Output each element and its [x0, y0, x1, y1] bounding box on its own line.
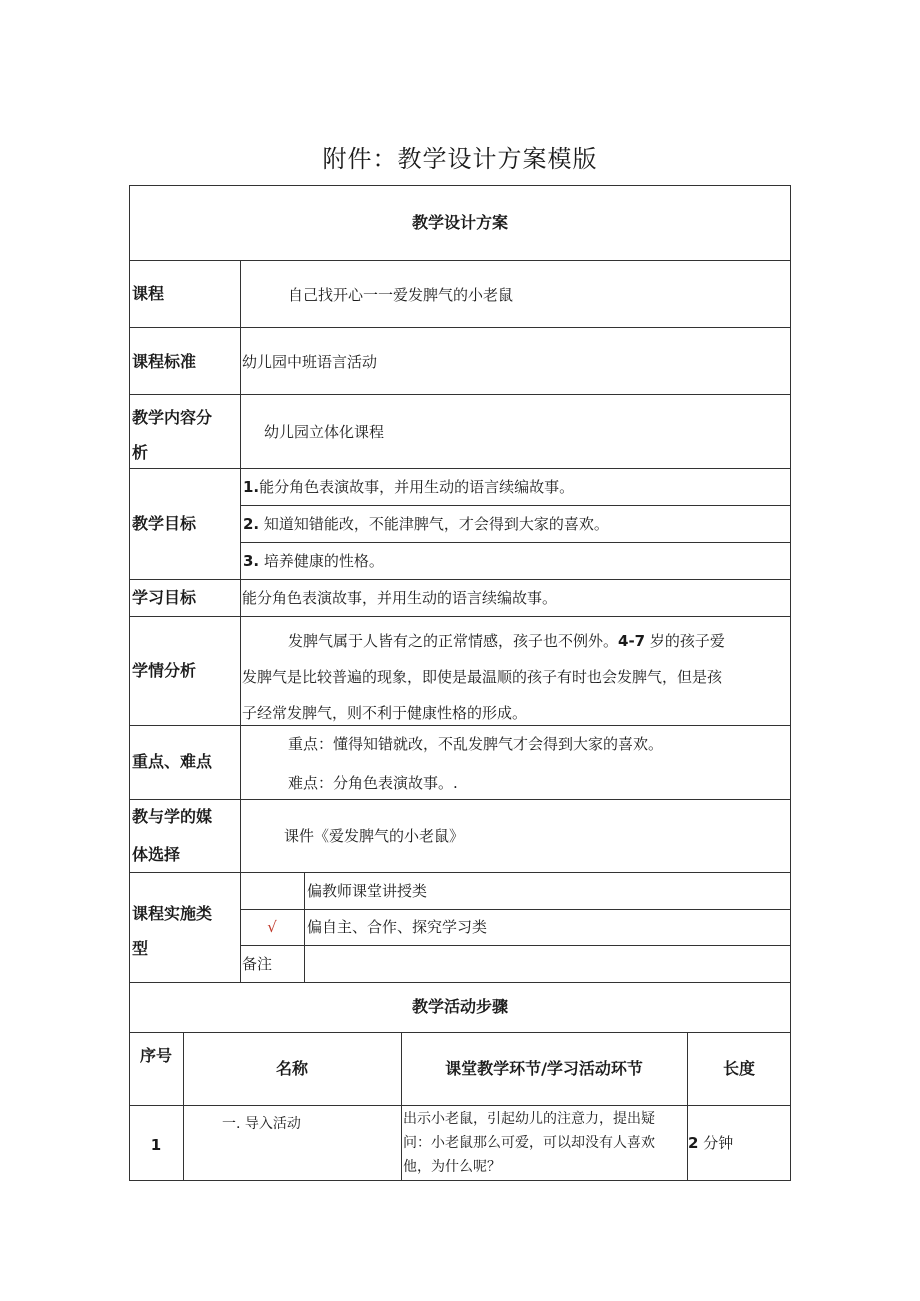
learner-analysis-line2: 发脾气是比较普遍的现象，即使是最温顺的孩子有时也会发脾气，但是孩 — [242, 668, 723, 686]
course-label: 课程 — [132, 284, 165, 303]
content-analysis-label-cont: 析 — [132, 443, 149, 462]
goal-item-1: 1.能分角色表演故事，并用生动的语言续编故事。 — [243, 478, 575, 496]
table-title: 教学设计方案 — [411, 213, 508, 232]
implementation-label-cont: 型 — [132, 939, 149, 958]
col-header-index: 序号 — [139, 1046, 172, 1065]
step-row-desc-line2: 问：小老鼠那么可爱，可以却没有人喜欢 — [403, 1135, 655, 1151]
step-row-desc-line3: 他，为什么呢？ — [403, 1159, 501, 1175]
standard-value: 幼儿园中班语言活动 — [242, 353, 378, 371]
key-points-label: 重点、难点 — [132, 752, 213, 771]
step-row-desc-line1: 出示小老鼠，引起幼儿的注意力，提出疑 — [403, 1111, 655, 1127]
course-value: 自己找开心一一爱发脾气的小老鼠 — [288, 286, 514, 304]
remarks-label: 备注 — [242, 955, 273, 973]
teaching-goals-label: 教学目标 — [132, 514, 197, 533]
implementation-label: 课程实施类 — [132, 904, 213, 923]
learning-goal-value: 能分角色表演故事，并用生动的语言续编故事。 — [242, 589, 558, 607]
col-header-name: 名称 — [275, 1059, 308, 1078]
media-label: 教与学的媒 — [132, 807, 213, 826]
step-row-duration: 2 分钟 — [688, 1134, 734, 1152]
step-row-index: 1 — [150, 1136, 162, 1154]
content-analysis-value: 幼儿园立体化课程 — [264, 423, 385, 441]
option-text-1: 偏教师课堂讲授类 — [307, 882, 428, 900]
learner-analysis-label: 学情分析 — [132, 661, 197, 680]
steps-title: 教学活动步骤 — [411, 997, 508, 1016]
option-text-2: 偏自主、合作、探究学习类 — [307, 918, 488, 936]
difficult-point: 难点：分角色表演故事。. — [288, 774, 458, 792]
col-header-section: 课堂教学环节/学习活动环节 — [445, 1059, 643, 1078]
page-title: 附件：教学设计方案模版 — [322, 145, 598, 173]
goal-item-3: 3. 培养健康的性格。 — [243, 552, 384, 570]
check-mark-icon: √ — [267, 918, 277, 936]
content-analysis-label: 教学内容分 — [132, 408, 213, 427]
media-value: 课件《爱发脾气的小老鼠》 — [284, 827, 465, 845]
learner-analysis-line1: 发脾气属于人皆有之的正常情感，孩子也不例外。4-7 岁的孩子爱 — [288, 632, 725, 650]
learning-goal-label: 学习目标 — [132, 588, 197, 607]
goal-item-2: 2. 知道知错能改，不能津脾气，才会得到大家的喜欢。 — [243, 515, 609, 533]
step-row-name: 一. 导入活动 — [222, 1116, 301, 1132]
key-point: 重点：懂得知错就改，不乱发脾气才会得到大家的喜欢。 — [288, 735, 664, 753]
learner-analysis-line3: 子经常发脾气，则不利于健康性格的形成。 — [242, 704, 528, 722]
media-label-cont: 体选择 — [132, 845, 181, 864]
col-header-duration: 长度 — [722, 1059, 755, 1078]
standard-label: 课程标准 — [132, 352, 197, 371]
